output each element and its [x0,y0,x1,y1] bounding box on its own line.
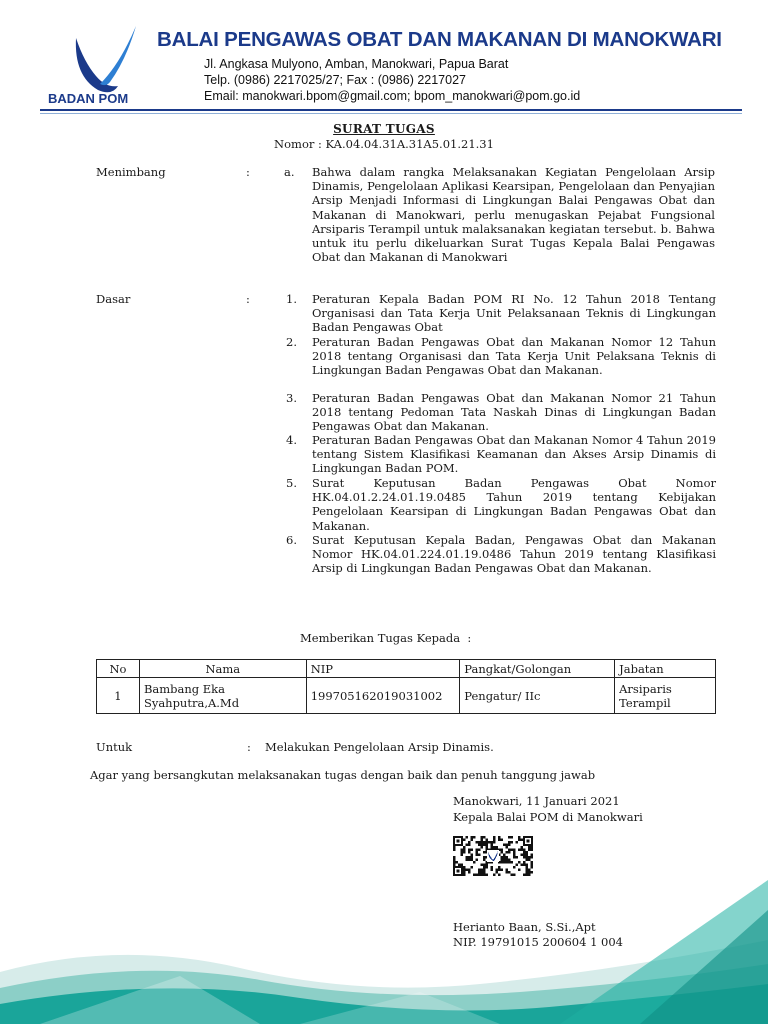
dasar-item-text: Peraturan Badan Pengawas Obat dan Makanan Nomor 12 Tahun 2018 tentang Organisasi dan Tata Kerja Unit Pelaksana Teknis di Lingkungan Badan Pengawas Obat dan Makanan. [312,335,716,378]
untuk-colon: : [247,740,251,754]
cell-pangkat: Pengatur/ IIc [460,678,615,714]
dasar-item [286,292,716,335]
menimbang-colon: : [246,165,250,179]
menimbang-marker: a. [284,165,295,179]
untuk-value: Melakukan Pengelolaan Arsip Dinamis. [265,740,494,754]
agency-email: Email: manokwari.bpom@gmail.com; bpom_manokwari@pom.go.id [204,89,581,103]
dasar-colon: : [246,292,250,306]
column-header-pangkat: Pangkat/Golongan [460,660,615,678]
signature-position: Kepala Balai POM di Manokwari [453,810,643,824]
cell-no: 1 [97,678,140,714]
give-task-heading: Memberikan Tugas Kepada : [300,631,472,645]
agency-title: BALAI PENGAWAS OBAT DAN MAKANAN DI MANOKWARI [157,28,722,51]
staff-table [96,659,716,714]
dasar-label: Dasar [96,292,131,306]
cell-nama: Bambang Eka Syahputra,A.Md [139,678,306,714]
dasar-item-text: Surat Keputusan Kepala Badan, Pengawas Obat dan Makanan Nomor HK.04.01.224.01.19.0486 Tahun 2019 tentang Klasifikasi Arsip di Lingkungan Badan Pengawas Obat dan Makanan. [312,533,716,576]
column-header-nama: Nama [139,660,306,678]
dasar-item [286,391,716,434]
header-divider [40,109,742,111]
menimbang-text: Bahwa dalam rangka Melaksanakan Kegiatan Pengelolaan Arsip Dinamis, Pengelolaan Aplikasi Kearsipan, Pengelolaan dan Penyajian Arsip Menjadi Informasi di Lingkungan Balai Pengawas Obat dan Makanan di Manokwari, perlu menugaskan Pejabat Fungsional Arsiparis Terampil untuk malaksanakan kegiatan tersebut. b. Bahwa untuk itu perlu dikeluarkan Surat Tugas Kepala Balai Pengawas Obat dan Makanan di Manokwari [312,165,715,265]
table-row [97,678,716,714]
dasar-item-text: Surat Keputusan Badan Pengawas Obat Nomor HK.04.01.2.24.01.19.0485 Tahun 2019 tentang Kebijakan Pengelolaan Kearsipan di Lingkungan Badan Pengawas Obat dan Makanan. [312,476,716,533]
dasar-item [286,335,716,378]
dasar-item-number: 2. [286,335,297,349]
dasar-item-number: 1. [286,292,297,306]
document-number: Nomor : KA.04.04.31A.31A5.01.21.31 [274,137,494,151]
column-header-nip: NIP [306,660,460,678]
dasar-item-number: 6. [286,533,297,547]
menimbang-label: Menimbang [96,165,166,179]
signature-place-date: Manokwari, 11 Januari 2021 [453,794,620,808]
dasar-item [286,433,716,476]
dasar-item [286,476,716,533]
cell-jabatan: Arsiparis Terampil [615,678,716,714]
closing-statement: Agar yang bersangkutan melaksanakan tugas dengan baik dan penuh tanggung jawab [90,768,596,782]
dasar-item-text: Peraturan Badan Pengawas Obat dan Makanan Nomor 4 Tahun 2019 tentang Sistem Klasifikasi Keamanan dan Akses Arsip Dinamis di Lingkungan Badan POM. [312,433,716,476]
agency-address: Jl. Angkasa Mulyono, Amban, Manokwari, Papua Barat [204,57,509,71]
untuk-label: Untuk [96,740,133,754]
dasar-item [286,533,716,576]
dasar-item-text: Peraturan Badan Pengawas Obat dan Makanan Nomor 21 Tahun 2018 tentang Pedoman Tata Naskah Dinas di Lingkungan Badan Pengawas Obat dan Makanan. [312,391,716,434]
dasar-item-number: 5. [286,476,297,490]
signatory-name: Herianto Baan, S.Si.,Apt [453,920,596,934]
header-divider-thin [40,113,742,114]
table-header-row [97,660,716,678]
dasar-item-number: 3. [286,391,297,405]
cell-nip: 199705162019031002 [306,678,460,714]
column-header-jabatan: Jabatan [615,660,716,678]
dasar-item-text: Peraturan Kepala Badan POM RI No. 12 Tahun 2018 Tentang Organisasi dan Tata Kerja Unit Pelaksanaan Teknis di Lingkungan Badan Pengawas Obat [312,292,716,335]
agency-phone: Telp. (0986) 2217025/27; Fax : (0986) 2217027 [204,73,466,87]
dasar-item-number: 4. [286,433,297,447]
signatory-nip: NIP. 19791015 200604 1 004 [453,935,623,949]
footer-wave-decoration [0,880,768,1024]
column-header-no: No [97,660,140,678]
document-title: SURAT TUGAS [333,122,435,136]
qr-code-icon [453,836,533,876]
logo-text: BADAN POM [48,91,129,106]
